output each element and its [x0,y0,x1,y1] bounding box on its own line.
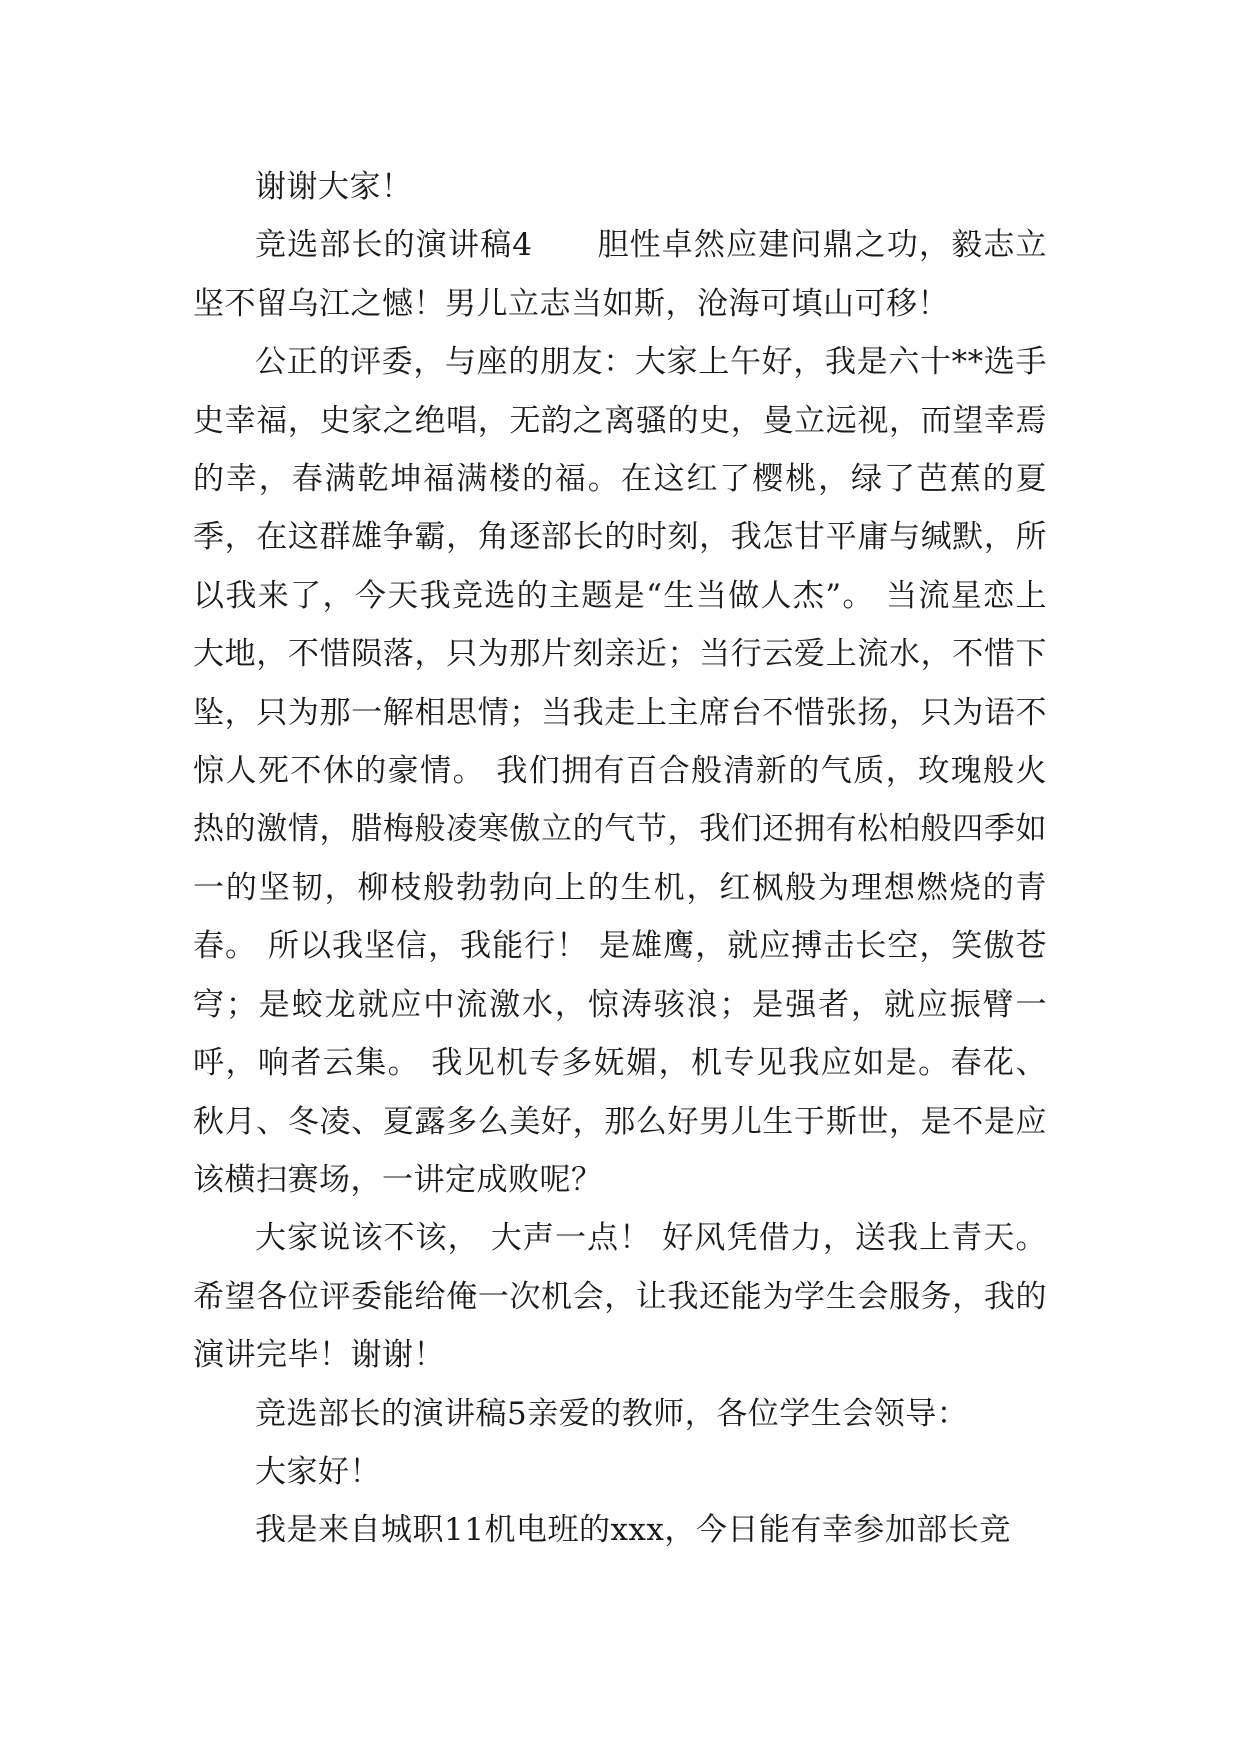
document-body [193,158,1047,1560]
paragraph-introduction: 我是来自城职11机电班的xxx，今日能有幸参加部长竞 [255,1512,1011,1549]
paragraph-closing-thanks: 谢谢大家！ [255,169,413,205]
paragraph-speech-5-title: 竞选部长的演讲稿5亲爱的教师，各位学生会领导： [255,1395,969,1432]
paragraph-greeting: 大家好！ [255,1453,381,1490]
paragraph-speech-4-body: 公正的评委，与座的朋友：大家上午好，我是六十**选手史幸福，史家之绝唱，无韵之离骚的史，曼立远视，而望幸焉的幸，春满乾坤福满楼的福。在这红了樱桃，绿了芭蕉的夏季，在这群雄争霸，角逐部长的时刻，我怎甘平庸与缄默，所以我来了，今天我竞选的主题是“生当做人杰”。 当流星恋上大地，不惜陨落，只为那片刻亲近；当行云爱上流水，不惜下坠，只为那一解相思情；当我走上主席台不惜张扬，只为语不惊人死不休的豪情。 我们拥有百合般清新的气质，玫瑰般火热的激情，腊梅般凌寒傲立的气节，我们还拥有松柏般四季如一的坚韧，柳枝般勃勃向上的生机，红枫般为理想燃烧的青春。 所以我坚信，我能行！ 是雄鹰，就应搏击长空，笑傲苍穹；是蛟龙就应中流激水，惊涛骇浪；是强者，就应振臂一呼，响者云集。 我见机专多妩媚，机专见我应如是。春花、秋月、冬凌、夏露多么美好，那么好男儿生于斯世，是不是应该横扫赛场，一讲定成败呢？ [193,344,1047,1198]
paragraph-speech-4-title: 竞选部长的演讲稿4 胆性卓然应建问鼎之功，毅志立坚不留乌江之憾！男儿立志当如斯，沧海可填山可移！ [193,227,1047,322]
paragraph-speech-4-ending: 大家说该不该， 大声一点！ 好风凭借力，送我上青天。希望各位评委能给俺一次机会，让我还能为学生会服务，我的演讲完毕！谢谢！ [193,1220,1047,1374]
